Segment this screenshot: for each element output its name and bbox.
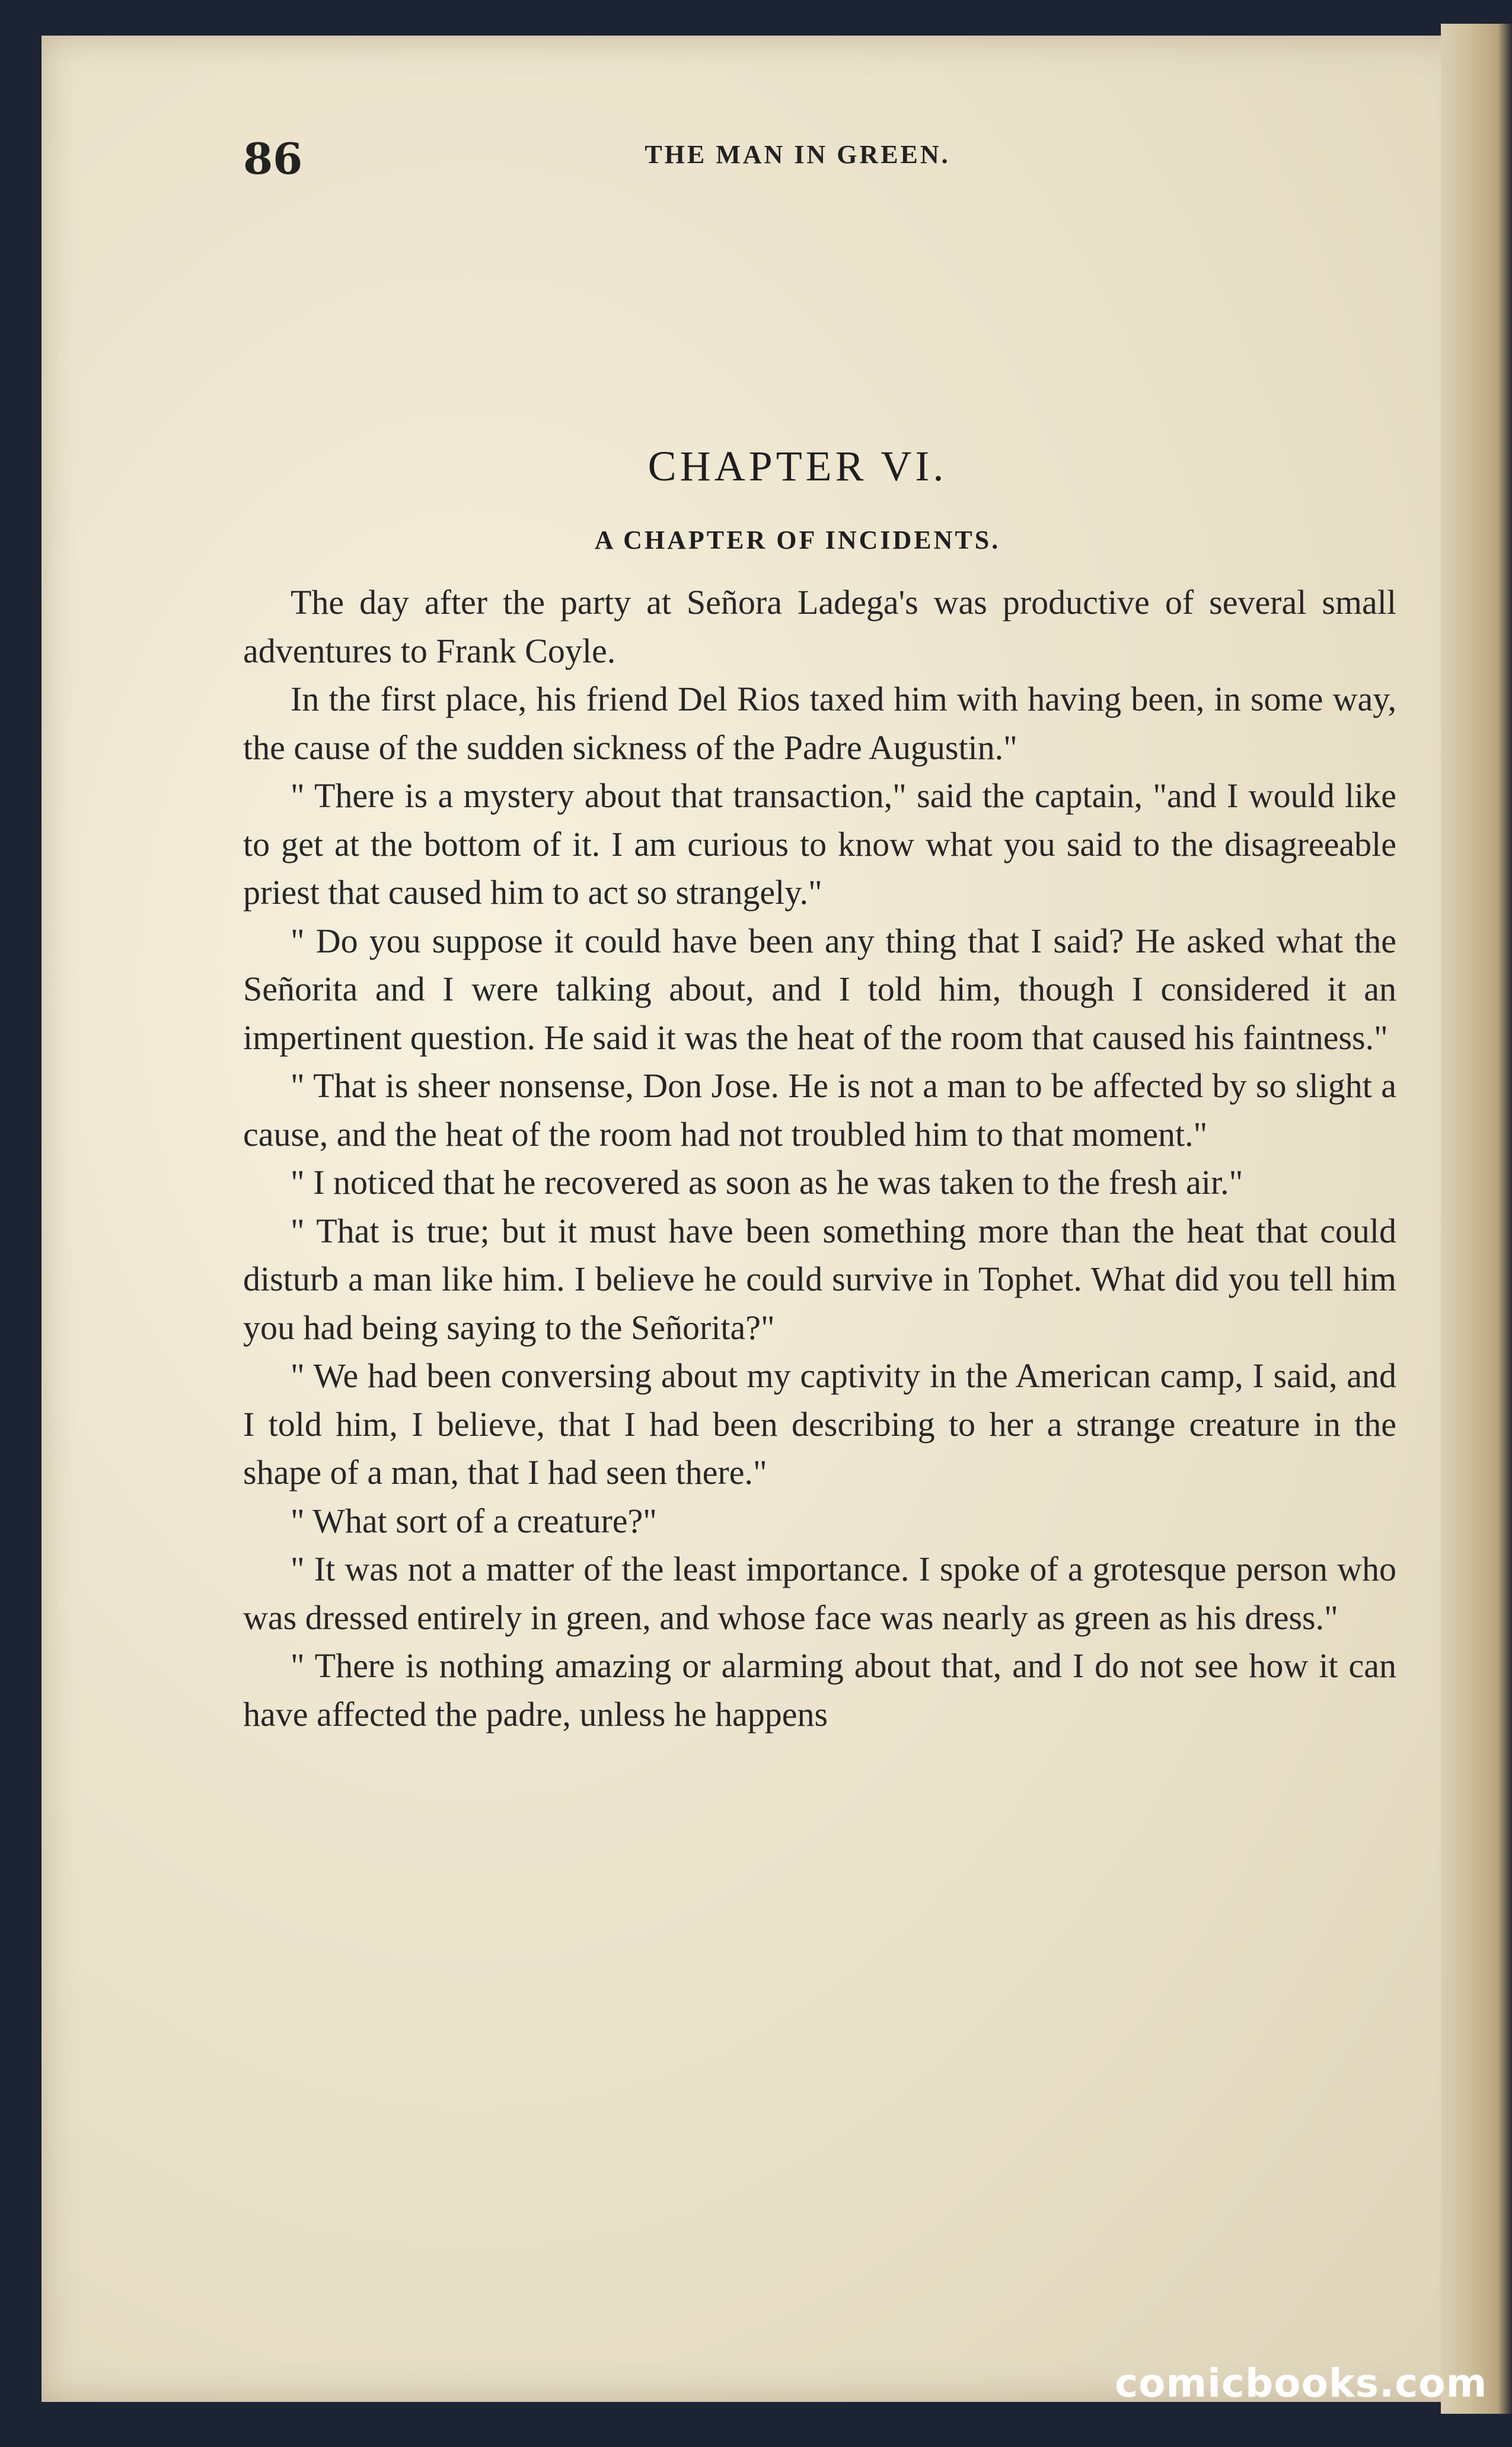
page-number: 86 <box>243 133 303 184</box>
watermark: comicbooks.com <box>1115 2360 1488 2406</box>
paragraph: " That is true; but it must have been something more than the heat that could disturb a man like him. I believe he could survive in Tophet. What did you tell him you had being saying to the Señorita?" <box>243 1211 1396 1347</box>
paragraph: " We had been conversing about my captivity in the American camp, I said, and I told him, I believe, that I had been describing to her a strange creature in the shape of a man, that I had seen there." <box>243 1356 1396 1492</box>
paragraph: " What sort of a creature?" <box>291 1501 657 1540</box>
paragraph: " That is sheer nonsense, Don Jose. He is not a man to be affected by so slight a cause, and the heat of the room had not troubled him to that moment." <box>243 1066 1396 1154</box>
paragraph: " It was not a matter of the least importance. I spoke of a grotesque person who was dressed entirely in green, and whose face was nearly as green as his dress." <box>243 1550 1396 1637</box>
chapter-title: CHAPTER VI. <box>647 442 948 490</box>
chapter-subtitle: A CHAPTER OF INCIDENTS. <box>594 525 1001 555</box>
paragraph: In the first place, his friend Del Rios taxed him with having been, in some way, the cause of the sudden sickness of the Padre Augustin." <box>243 680 1396 767</box>
paragraph: " There is nothing amazing or alarming about that, and I do not see how it can have affected the padre, unless he happens <box>243 1646 1396 1734</box>
running-head <box>196 133 1399 187</box>
book-title: THE MAN IN GREEN. <box>645 140 950 169</box>
body-text <box>243 578 1396 1738</box>
paragraph: " Do you suppose it could have been any thing that I said? He asked what the Señorita and I were talking about, and I told him, though I considered it an impertinent question. He said it was the heat of the room that caused his faintness." <box>243 921 1396 1057</box>
paragraph: " There is a mystery about that transaction," said the captain, "and I would like to get at the bottom of it. I am curious to know what you said to the disagreeable priest that caused him to act so strangely." <box>243 776 1396 912</box>
paragraph: " I noticed that he recovered as soon as he was taken to the fresh air." <box>291 1163 1243 1202</box>
page-edge <box>1441 24 1512 2414</box>
paragraph: The day after the party at Señora Ladega's was productive of several small adventures to Frank Coyle. <box>243 583 1396 670</box>
